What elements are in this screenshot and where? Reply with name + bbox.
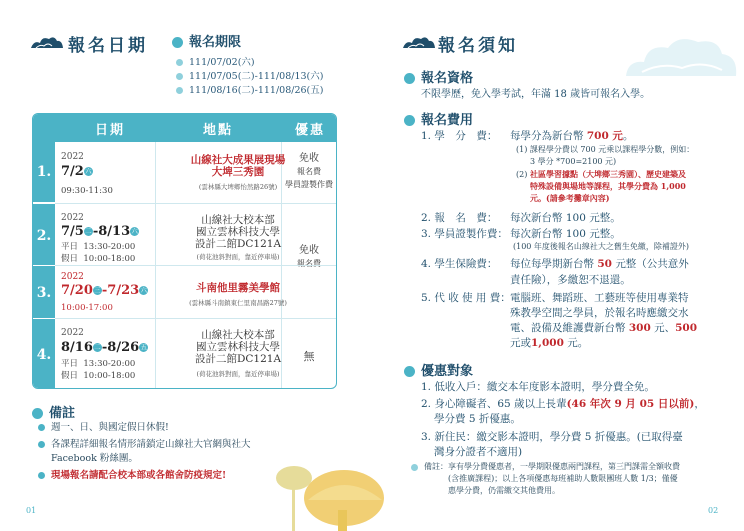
bullet-icon [411,464,418,471]
note-item-3 [38,469,226,483]
usage-amount-c: 1,000 [531,337,564,349]
row-place [179,214,297,262]
weekday-badge: 六 [140,286,147,294]
header-place: 地點 [203,123,234,138]
cloud-icon [30,34,64,50]
discount-cell-4: 無 [303,350,315,363]
usage-fee-text-d-b: 元。 [567,337,589,349]
date-separator: - [92,224,99,239]
weekday-badge: 六 [131,227,138,235]
tuition-amount: 700 元 [586,130,623,142]
place-line: 山線社大校本部 [201,214,275,226]
insurance-text-c: 責任險），多繳恕不退還。 [510,274,631,286]
place-address: (荷花池斜對面，靠近停車場) [196,253,280,261]
place-address: (雲林縣大埤鄉怡然路26號) [198,183,278,191]
header-discount: 優惠 [295,123,326,138]
discount-main: 免收 [299,245,319,256]
discount-note [411,461,680,472]
bullet-icon [38,424,45,431]
note-text: 各課程詳細報名情形請鎖定山線社大官網與社大 [51,439,251,450]
discount-note-b: (含推廣課程)；以上各項優惠每班補助人數限團班人數 1/3；僅優 [448,474,678,483]
discount-note-a: 備註：享有學分費優惠者，一學期限優惠兩門課程，第三門課需全額收費 [424,462,680,471]
period-item-1 [176,54,255,68]
notes-heading-text: 備註 [49,406,76,421]
usage-fee-text-c-a: 電、設備及維護費新台幣 [510,322,626,334]
bullet-icon [404,73,415,84]
weekday-badge: 五 [140,343,147,351]
tuition-text [510,128,633,143]
qualification-heading [404,67,473,86]
table-row [55,265,336,318]
row-time: 10:00-17:00 [61,303,113,313]
weekday-badge: 二 [94,343,101,351]
period-item-3-text: 111/08/16(二)-111/08/26(五) [189,85,324,96]
usage-fee-text-c-b: 元、 [654,322,676,334]
period-item-2-text: 111/07/05(二)-111/08/13(六) [189,71,324,82]
table-header [33,114,336,142]
row-time: 平日 13:30-20:00 假日 10:00-18:00 [61,242,136,264]
card-fee-text: 每次新台幣 100 元整。 [510,228,621,240]
page-number-left: 01 [26,506,37,515]
bullet-icon [176,87,183,94]
cloud-decoration-icon [622,32,740,80]
row-place [179,329,297,379]
usage-amount-b: 500 [675,322,698,334]
row-date [61,283,148,298]
bullet-icon [32,408,43,419]
discount-main: 免收 [299,153,319,164]
discount-heading-text: 優惠對象 [421,364,474,379]
place-line: 大埤三秀園 [211,166,265,178]
place-line: 山線社大校本部 [201,329,275,341]
date-separator: - [101,283,108,298]
qualification-heading-text: 報名資格 [421,71,474,86]
bullet-icon [38,441,45,448]
fees-heading [404,109,473,128]
weekday-badge: 二 [85,227,92,235]
card-fee-sub: (100 年度後報名山線社大之舊生免繳，除補證外) [513,242,690,251]
usage-fee-text-a: 電腦班、舞蹈班、工藝班等使用專業特 [510,292,689,304]
tuition-sub2-a: (2) [516,170,528,179]
usage-fee-text-d [510,335,588,350]
place-address: (荷花池斜對面，靠近停車場) [196,370,280,378]
discount-item-3-a: 3. 新住民：繳交影本證明，學分費 5 折優惠。(已取得臺 [421,431,683,443]
bullet-icon [176,73,183,80]
note-item-1 [38,421,169,435]
row-year: 2022 [61,213,84,223]
reg-fee-text: 每次新台幣 100 元整。 [510,212,621,224]
tuition-label: 1. 學 分 費： [421,130,498,142]
date-end: 7/23 [107,283,140,298]
discount-item-2 [421,396,705,411]
insurance-label: 4. 學生保險費： [421,258,498,270]
insurance-text-b: 元整（公共意外 [615,258,689,270]
discount-sub: 報名費 [297,259,321,268]
place-line: 設計二館DC121A [194,353,282,365]
row-year: 2022 [61,328,84,338]
registration-date-title: 報名日期 [68,36,148,56]
discount-heading [404,360,473,379]
schedule-table [32,113,337,389]
tuition-sub1-a: (1) 課程學分費以 700 元乘以課程學分數，例如： [516,145,695,154]
row-number-2: 2. [33,203,55,265]
row-time: 09:30-11:30 [61,186,113,196]
date-end: 8/26 [107,340,140,355]
card-fee-label: 3. 學員證製作費： [421,228,508,240]
date-start: 7/20 [61,283,93,298]
discount-item-2-d: 學分費 5 折優惠。 [434,413,521,425]
page-number-right: 02 [708,506,719,515]
row-date [61,340,148,355]
discount-item-2-a: 2. 身心障礙者、65 歲以上長輩 [421,398,567,410]
row-place [179,282,297,308]
tuition-text-b: 。 [622,130,634,142]
usage-fee-text-d-a: 元或 [510,337,531,349]
period-item-3 [176,82,323,96]
date-start: 7/2 [61,164,84,179]
note-text: 週一、日、與國定假日休假! [51,422,169,433]
bullet-icon [176,59,183,66]
row-time: 平日 13:30-20:00 假日 10:00-18:00 [61,359,136,381]
insurance-amount: 50 [597,258,612,270]
period-heading-text: 報名期限 [189,35,242,50]
usage-fee-text-b: 殊教學空間之學員，於報名時應繳交水 [510,307,689,319]
note-item-2 [38,438,251,452]
reg-fee-label: 2. 報 名 費： [421,212,498,224]
tuition-sub2-d: 元。(請參考攤章內容) [530,193,610,203]
period-item-1-text: 111/07/02(六) [189,57,255,68]
fees-heading-text: 報名費用 [421,113,474,128]
discount-sub: 學員證製作費 [285,180,333,189]
discount-item-2-b: (46 年次 9 月 05 日以前) [566,398,695,410]
discount-item-1: 1. 低收入戶：繳交本年度影本證明，學分費全免。 [421,381,655,393]
header-date: 日期 [95,123,126,138]
period-item-2 [176,68,323,82]
discount-item-3-b: 灣身分證者不適用) [434,446,523,458]
place-line: 國立雲林科技大學 [196,226,280,238]
place-line: 國立雲林科技大學 [196,341,280,353]
row-date [61,224,139,239]
date-start: 7/5 [61,224,84,239]
date-end: 8/13 [98,224,131,239]
tuition-text-a: 每學分為新台幣 [510,130,584,142]
usage-fee-label: 5. 代 收 使 用 費： [421,292,511,304]
bullet-icon [38,472,45,479]
row-place [179,154,297,192]
bullet-icon [404,366,415,377]
row-number-4: 4. [33,318,55,389]
place-line: 斗南他里霧美學館 [196,282,280,294]
date-start: 8/16 [61,340,93,355]
weekday-badge: 六 [85,167,92,175]
row-number-1: 1. [33,142,55,202]
place-line: 山線社大成果展現場 [190,154,286,166]
discount-note-c: 惠學分費，仍需繳交其他費用。 [448,486,560,495]
discount-sub: 報名費 [297,167,321,176]
tuition-sub1-b: 3 學分 *700=2100 元) [530,157,617,166]
tree-illustration [272,430,402,531]
bullet-icon [404,115,415,126]
place-address: (雲林縣斗南鎮東仁里南昌路27號) [189,299,287,307]
discount-item-2-c: ， [694,398,705,410]
period-heading [172,31,241,50]
bullet-icon [172,37,183,48]
row-date [61,164,93,179]
row-year: 2022 [61,152,84,162]
tuition-sub2-c: 特殊設備與場地等課程，其學分費為 1,000 [530,181,686,191]
row-number-3: 3. [33,265,55,318]
usage-fee-text-c [510,320,697,335]
usage-amount-a: 300 [628,322,651,334]
note-item-2-cont: Facebook 粉絲團。 [51,453,138,464]
registration-notice-title: 報名須知 [438,36,518,56]
insurance-text-a: 每位每學期新台幣 [510,258,594,270]
notes-heading [32,402,75,421]
weekday-badge: 三 [94,286,101,294]
insurance-text [510,256,689,271]
tuition-sub2-b: 社區學習據點（大埤鄉三秀園）、歷史建築及 [530,169,686,179]
note-text: 現場報名請配合校本部或各館舍防疫規定! [51,470,227,481]
row-year: 2022 [61,272,84,282]
place-line: 設計二館DC121A [194,238,282,250]
cloud-icon [402,34,436,50]
discount-cell-1 [282,152,336,191]
qualification-text: 不限學歷，免入學考試，年滿 18 歲皆可報名入學。 [421,89,651,100]
date-separator: - [101,340,108,355]
